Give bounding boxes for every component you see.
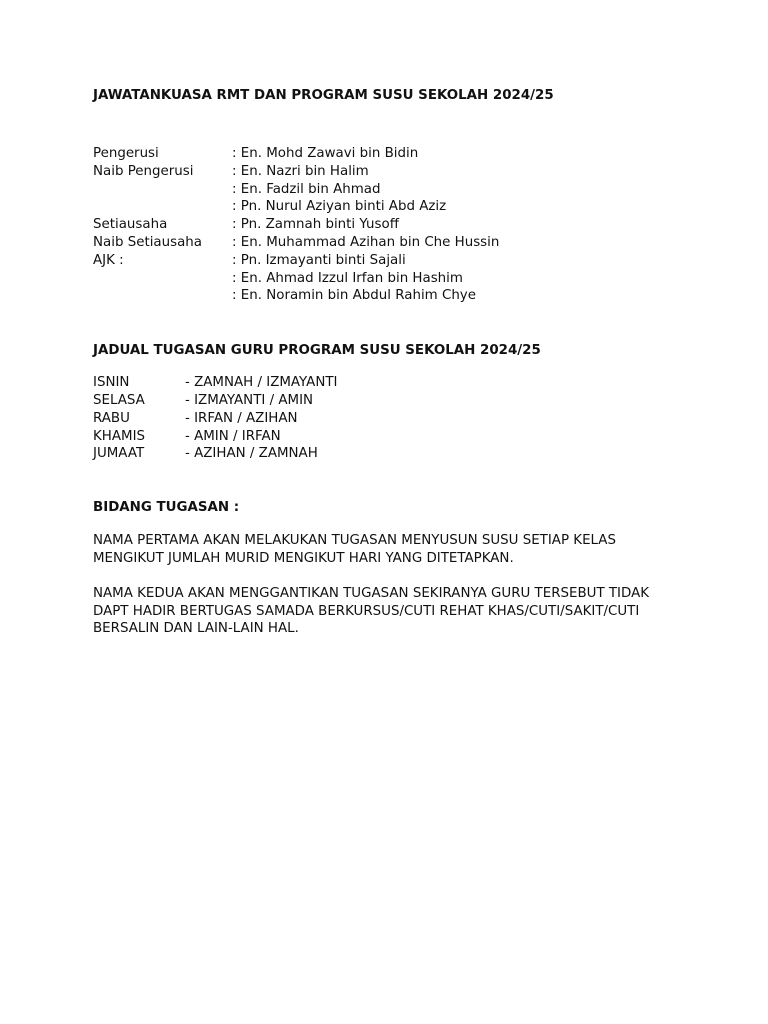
committee-member-name: : En. Ahmad Izzul Irfan bin Hashim [232, 270, 463, 286]
schedule-row [93, 445, 693, 463]
duty-schedule [93, 374, 693, 463]
committee-role: Naib Pengerusi [93, 163, 194, 179]
schedule-day: SELASA [93, 392, 145, 408]
schedule-row [93, 410, 693, 428]
schedule-row [93, 428, 693, 446]
schedule-teachers: - ZAMNAH / IZMAYANTI [185, 375, 338, 391]
committee-row [93, 198, 693, 216]
schedule-row [93, 392, 693, 410]
schedule-day: KHAMIS [93, 428, 146, 444]
committee-member-name: : Pn. Izmayanti binti Sajali [232, 252, 406, 268]
committee-member-name: : En. Nazri bin Halim [232, 163, 369, 179]
committee-row [93, 216, 693, 234]
duties-title: BIDANG TUGASAN : [93, 500, 240, 516]
committee-role [93, 270, 232, 288]
document-body [93, 87, 693, 638]
schedule-day: ISNIN [93, 375, 130, 391]
committee-member-name: : En. Muhammad Azihan bin Che Hussin [232, 234, 500, 250]
committee-role [93, 287, 232, 305]
committee-role: Pengerusi [93, 146, 159, 161]
committee-role: Setiausaha [93, 217, 168, 233]
committee-member-name: : En. Mohd Zawavi bin Bidin [232, 146, 419, 161]
committee-list [93, 145, 693, 305]
committee-row [93, 270, 693, 288]
committee-row [93, 252, 693, 270]
schedule-day: JUMAAT [93, 446, 145, 462]
schedule-teachers: - AMIN / IRFAN [185, 428, 281, 444]
committee-row [93, 145, 693, 163]
schedule-teachers: - IRFAN / AZIHAN [185, 410, 298, 426]
committee-member-name: : Pn. Zamnah binti Yusoff [232, 217, 399, 233]
committee-member-name: : Pn. Nurul Aziyan binti Abd Aziz [232, 199, 447, 215]
schedule-day: RABU [93, 410, 130, 426]
committee-row [93, 181, 693, 199]
committee-title: JAWATANKUASA RMT DAN PROGRAM SUSU SEKOLAH 2024/25 [93, 88, 554, 103]
committee-role: AJK : [93, 252, 124, 268]
committee-member-name: : En. Noramin bin Abdul Rahim Chye [232, 288, 476, 304]
committee-row [93, 287, 693, 305]
schedule-teachers: - AZIHAN / ZAMNAH [185, 446, 318, 462]
committee-row [93, 163, 693, 181]
duty-description-first: NAMA PERTAMA AKAN MELAKUKAN TUGASAN MENYUSUN SUSU SETIAP KELAS MENGIKUT JUMLAH MURID MENGIKUT HARI YANG DITETAPKAN. [93, 533, 616, 566]
schedule-teachers: - IZMAYANTI / AMIN [185, 392, 314, 408]
duty-description-second: NAMA KEDUA AKAN MENGGANTIKAN TUGASAN SEKIRANYA GURU TERSEBUT TIDAK DAPT HADIR BERTUGAS SAMADA BERKURSUS/CUTI REHAT KHAS/CUTI/SAKIT/CUTI BERSALIN DAN LAIN-LAIN HAL. [93, 585, 650, 637]
schedule-row [93, 374, 693, 392]
committee-row [93, 234, 693, 252]
committee-role [93, 198, 232, 216]
committee-role [93, 181, 232, 199]
committee-role: Naib Setiausaha [93, 234, 202, 250]
schedule-title: JADUAL TUGASAN GURU PROGRAM SUSU SEKOLAH 2024/25 [93, 343, 541, 359]
committee-member-name: : En. Fadzil bin Ahmad [232, 181, 381, 197]
